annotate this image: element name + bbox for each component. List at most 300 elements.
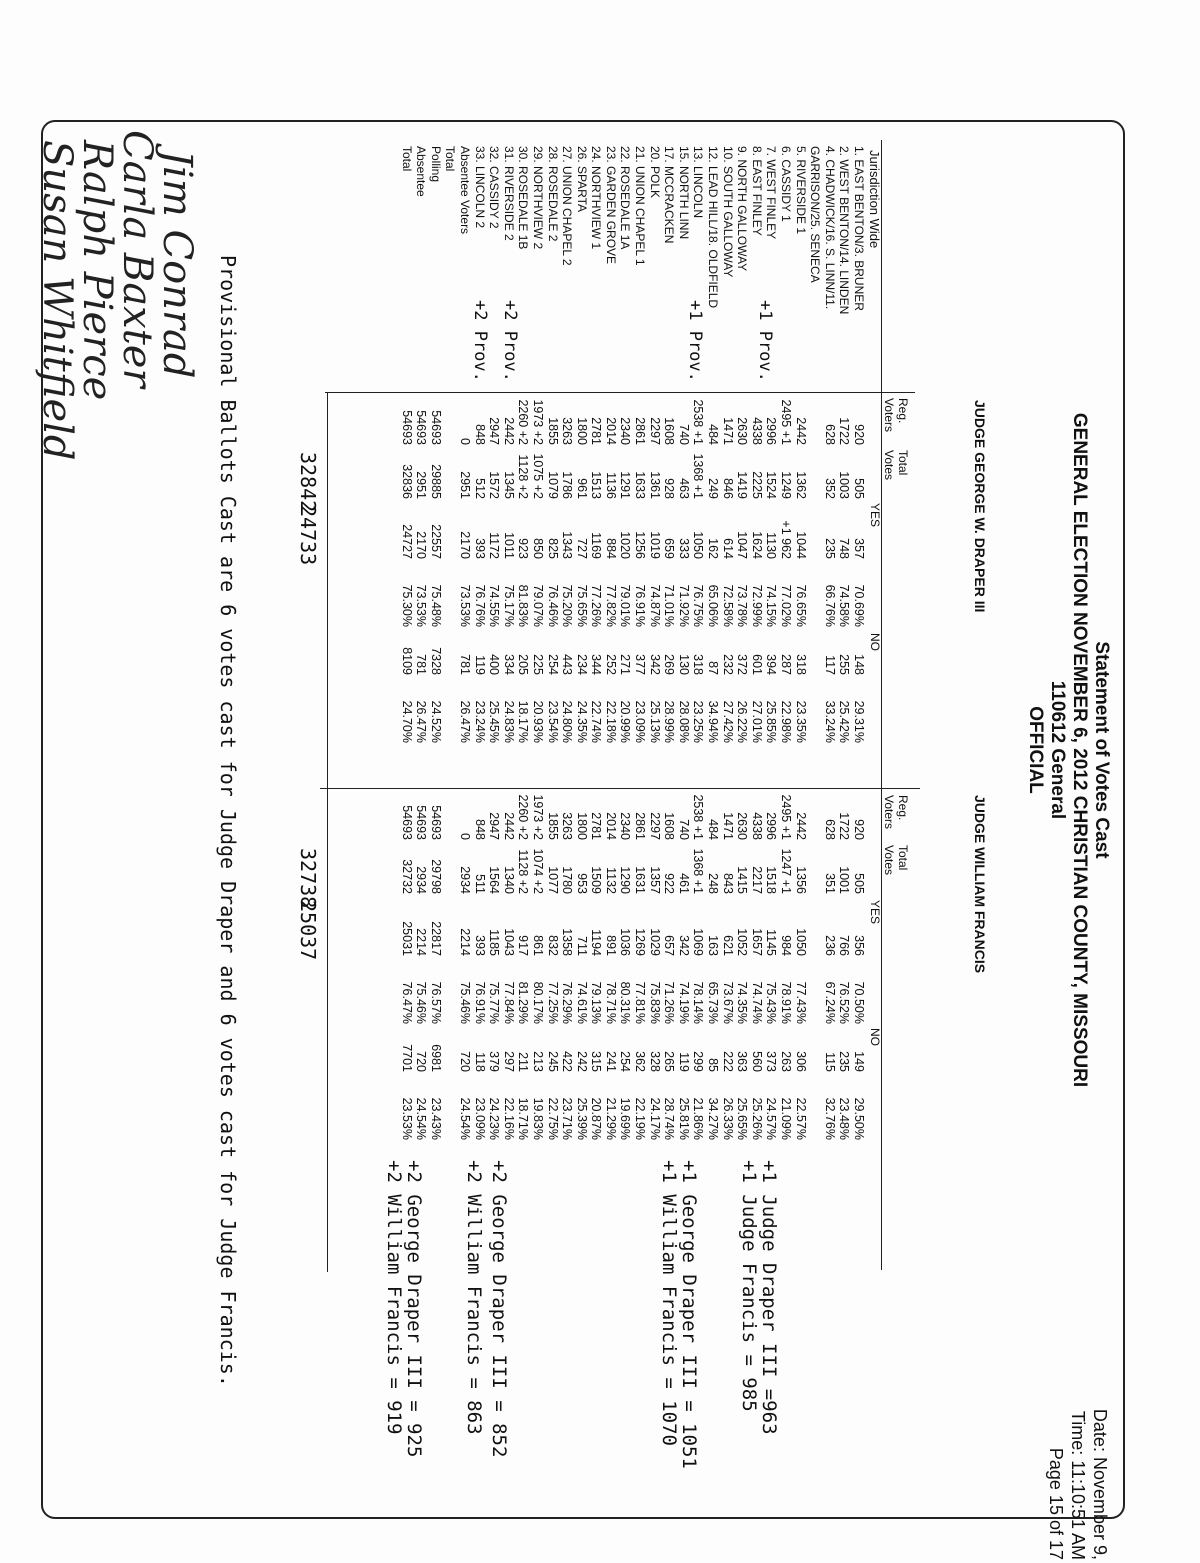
jurisdiction-name: Total [399, 146, 414, 172]
no-percent-cell: 32.76% [822, 1097, 837, 1140]
yes-percent-cell: 73.53% [457, 584, 472, 627]
total-votes-cell [443, 449, 458, 503]
table-row [851, 142, 866, 318]
jurisdiction-name: Polling [428, 146, 443, 183]
yes-count-cell: 1185 [487, 929, 502, 956]
yes-percent-cell: 75.43% [764, 981, 779, 1024]
yes-percent-cell: 79.13% [589, 981, 604, 1024]
jurisdiction-name: 2. WEST BENTON/14. LINDEN [837, 146, 852, 315]
total-votes-cell: 29798 [428, 859, 443, 894]
note-line: +1 Judge Draper III =963 [758, 1160, 780, 1435]
signature: Ralph Pierce [74, 140, 120, 401]
note-line: +2 William Francis = 863 [463, 1160, 485, 1435]
no-count-cell: 328 [647, 1051, 662, 1072]
table-row [457, 395, 472, 747]
reg-voters-cell: 484 [706, 819, 721, 840]
no-percent-cell: 23.54% [545, 700, 560, 743]
table-row [589, 395, 604, 747]
no-count-cell: 8109 [399, 647, 414, 675]
reg-voters-cell: 4338 [749, 812, 764, 840]
table-row [720, 142, 735, 318]
total-votes-cell: 1290 [618, 866, 633, 894]
no-percent-cell: 20.93% [530, 700, 545, 743]
reg-voters-cell: 54693 [399, 805, 414, 840]
yes-percent-cell: 76.76% [472, 584, 487, 627]
column-divider [325, 392, 915, 393]
yes-count-cell: 333 [676, 538, 691, 559]
no-percent-cell: 20.99% [618, 700, 633, 743]
table-row [808, 790, 823, 1144]
table-row [633, 395, 648, 747]
no-percent-cell: 24.80% [560, 700, 575, 743]
total-votes-cell: 2934 [457, 866, 472, 894]
yes-percent-cell: 79.07% [530, 584, 545, 627]
reg-voters-cell: 2781 [589, 812, 604, 840]
col-total-votes-draper: Total Votes [882, 450, 910, 481]
table-row [428, 395, 443, 747]
table-row [516, 142, 531, 318]
jurisdiction-name: 26. SPARTA [574, 146, 589, 213]
yes-percent-cell: 76.91% [633, 584, 648, 627]
col-jurisdiction: Jurisdiction Wide [867, 150, 882, 249]
yes-percent-cell: 74.55% [487, 584, 502, 627]
table-row [822, 790, 837, 1144]
reg-voters-cell: 2340 [618, 812, 633, 840]
yes-count-cell: 884 [603, 538, 618, 559]
no-percent-cell: 21.86% [691, 1097, 706, 1140]
yes-percent-cell: 75.65% [574, 584, 589, 627]
yes-percent-cell: 74.15% [764, 584, 779, 627]
no-count-cell: 720 [457, 1051, 472, 1072]
no-count-cell: 254 [618, 1051, 633, 1072]
yes-percent-cell: 77.25% [545, 981, 560, 1024]
table-row [647, 395, 662, 747]
yes-count-cell: 1358 [560, 928, 575, 956]
total-votes-cell: 463 [676, 478, 691, 499]
table-row [647, 790, 662, 1144]
no-percent-cell: 23.35% [793, 700, 808, 743]
total-votes-cell: 1362 [793, 471, 808, 499]
jurisdiction-name: 24. NORTHVIEW 1 [589, 146, 604, 250]
yes-count-cell: 1043 [501, 928, 516, 956]
total-votes-cell: 1291 [618, 471, 633, 499]
no-percent-cell: 21.09% [779, 1097, 794, 1140]
yes-percent-cell: 78.14% [691, 981, 706, 1024]
table-row [676, 790, 691, 1144]
no-percent-cell: 22.18% [603, 700, 618, 743]
table-row [691, 395, 706, 747]
no-percent-cell: 33.24% [822, 700, 837, 743]
total-votes-cell: 928 [662, 478, 677, 499]
table-row [443, 790, 458, 1144]
prov-mark-rosedale: +2 Prov. [470, 300, 490, 382]
reg-voters-cell: 628 [822, 819, 837, 840]
yes-count-cell: 984 [779, 935, 794, 956]
no-count-cell: 255 [837, 654, 852, 675]
table-row [560, 790, 575, 1144]
no-percent-cell: 23.24% [472, 700, 487, 743]
signature: Carla Baxter [114, 130, 160, 388]
no-count-cell: 394 [764, 654, 779, 675]
jurisdiction-name: 32. CASSIDY 2 [487, 146, 502, 229]
table-row [589, 142, 604, 318]
no-percent-cell: 21.29% [603, 1097, 618, 1140]
table-row [793, 790, 808, 1144]
yes-percent-cell: 65.06% [706, 584, 721, 627]
yes-percent-cell: 76.65% [793, 584, 808, 627]
page-number: Page 15 of 17 [1046, 1447, 1066, 1560]
yes-count-cell: 356 [852, 935, 866, 956]
table-row [618, 142, 633, 318]
jurisdiction-name: 28. ROSEDALE 2 [545, 146, 560, 242]
yes-percent-cell: 73.67% [720, 981, 735, 1024]
reg-voters-cell [808, 790, 823, 844]
reg-voters-cell: 2947 [487, 812, 502, 840]
total-votes-cell: 352 [822, 478, 837, 499]
reg-voters-cell [443, 790, 458, 844]
no-percent-cell: 19.69% [618, 1097, 633, 1140]
table-row [428, 142, 443, 318]
jurisdiction-name: 33. LINCOLN 2 [472, 146, 487, 229]
total-votes-cell [808, 844, 823, 898]
reg-voters-cell: 2495 +1 [779, 399, 794, 445]
yes-count-cell: 1130 [764, 532, 779, 559]
yes-count-cell: 923 [516, 538, 531, 559]
no-percent-cell: 23.43% [428, 1097, 443, 1140]
total-votes-cell: 1368 +1 [691, 848, 706, 894]
yes-count-cell: 25031 [399, 921, 414, 956]
reg-voters-cell: 920 [852, 819, 866, 840]
col-total-votes-francis: Total Votes [882, 845, 910, 876]
no-count-cell: 211 [516, 1052, 531, 1072]
no-percent-cell: 23.09% [472, 1097, 487, 1140]
col-reg-voters-draper: Reg. Voters [882, 398, 910, 433]
total-votes-cell: 1356 [793, 866, 808, 894]
no-count-cell: 7328 [428, 647, 443, 675]
no-count-cell: 342 [647, 654, 662, 675]
total-votes-cell: 2951 [414, 471, 429, 499]
no-count-cell: 234 [574, 654, 589, 675]
table-row [487, 142, 502, 318]
no-count-cell: 148 [852, 654, 866, 675]
table-row [618, 790, 633, 1144]
yes-count-cell: +1 962 [779, 520, 794, 559]
no-count-cell [808, 631, 823, 679]
jurisdiction-name: 23. GARDEN GROVE [603, 146, 618, 265]
jurisdiction-name: 12. LEAD HILL/18. OLDFIELD [706, 146, 721, 309]
reg-voters-cell: 1722 [837, 417, 852, 445]
yes-percent-cell: 77.82% [603, 584, 618, 627]
total-votes-cell: 1415 [735, 866, 750, 894]
yes-percent-cell: 70.69% [852, 584, 866, 627]
yes-percent-cell: 77.84% [501, 981, 516, 1024]
yes-count-cell: 1657 [749, 928, 764, 956]
table-row [545, 395, 560, 747]
yes-count-cell: 657 [662, 935, 677, 956]
note-line: +1 William Francis = 1070 [658, 1160, 680, 1446]
total-rule [327, 392, 328, 1272]
yes-percent-cell [808, 563, 823, 631]
no-percent-cell: 25.85% [764, 700, 779, 743]
no-count-cell: 560 [749, 1051, 764, 1072]
no-count-cell [808, 1028, 823, 1076]
jurisdiction-name: 31. RIVERSIDE 2 [501, 146, 516, 241]
jurisdiction-name: 17. MCCRACKEN [662, 146, 677, 244]
yes-count-cell: 825 [545, 538, 560, 559]
total-votes-cell: 1075 +2 [530, 453, 545, 499]
no-count-cell: 269 [662, 654, 677, 675]
table-row [720, 790, 735, 1144]
total-votes-cell: 1631 [633, 866, 648, 894]
yes-percent-cell: 75.46% [457, 981, 472, 1024]
reg-voters-cell: 2297 [647, 417, 662, 445]
table-row [501, 395, 516, 747]
no-count-cell: 297 [501, 1051, 516, 1072]
no-percent-cell: 18.71% [516, 1097, 531, 1140]
reg-voters-cell: 2996 [764, 417, 779, 445]
table-row [633, 142, 648, 318]
reg-voters-cell: 54693 [428, 805, 443, 840]
table-row [705, 790, 720, 1144]
no-count-cell: 781 [457, 654, 472, 675]
yes-count-cell: 850 [530, 538, 545, 559]
reg-voters-cell: 2781 [589, 417, 604, 445]
jurisdiction-name: 5. RIVERSIDE 1 [793, 146, 808, 235]
yes-percent-cell: 71.26% [662, 981, 677, 1024]
yes-percent-cell: 77.43% [793, 981, 808, 1024]
reg-voters-cell: 1855 [545, 812, 560, 840]
reg-voters-cell: 848 [472, 819, 487, 840]
yes-count-cell: 393 [472, 935, 487, 956]
total-votes-cell: 1518 [764, 866, 779, 894]
jurisdiction-name: 1. EAST BENTON/3. BRUNER [852, 146, 866, 311]
table-row [749, 142, 764, 318]
reg-voters-cell: 1973 +2 [530, 399, 545, 445]
yes-percent-cell: 73.78% [735, 584, 750, 627]
reg-voters-cell: 2442 [501, 812, 516, 840]
table-row [764, 790, 779, 1144]
table-row [472, 395, 487, 747]
no-count-cell [443, 1028, 458, 1076]
yes-count-cell: 711 [574, 936, 589, 956]
no-count-cell: 118 [472, 1052, 487, 1072]
no-percent-cell: 23.09% [633, 700, 648, 743]
table-row [676, 395, 691, 747]
no-percent-cell: 26.47% [457, 700, 472, 743]
col-reg-voters-francis: Reg. Voters [882, 795, 910, 830]
jurisdiction-name: 6. CASSIDY 1 [779, 146, 794, 222]
yes-count-cell: 891 [603, 935, 618, 956]
no-percent-cell: 34.94% [706, 700, 721, 743]
no-percent-cell: 24.52% [428, 700, 443, 743]
reg-voters-cell: 2340 [618, 417, 633, 445]
draper-total-votes-handwritten: 32842 [296, 452, 320, 513]
yes-count-cell: 24727 [399, 524, 414, 559]
no-percent-cell: 25.39% [574, 1097, 589, 1140]
no-count-cell: 263 [779, 1051, 794, 1072]
jurisdiction-name: 29. NORTHVIEW 2 [530, 146, 545, 250]
reg-voters-cell: 920 [852, 424, 866, 445]
yes-count-cell: 748 [837, 538, 852, 559]
no-percent-cell: 25.81% [676, 1097, 691, 1140]
total-votes-cell: 1361 [647, 471, 662, 499]
table-row [749, 790, 764, 1144]
no-count-cell: 119 [472, 655, 487, 675]
no-count-cell: 318 [793, 654, 808, 675]
yes-count-cell: 1044 [793, 531, 808, 559]
no-percent-cell: 22.16% [501, 1097, 516, 1140]
prov-mark-lincoln: +1 Prov. [685, 300, 705, 382]
yes-count-cell: 236 [822, 935, 837, 956]
no-count-cell: 362 [633, 1051, 648, 1072]
no-count-cell: 344 [589, 654, 604, 675]
reg-voters-cell: 1800 [574, 812, 589, 840]
table-row [851, 395, 866, 747]
yes-percent-cell: 75.20% [560, 584, 575, 627]
reg-voters-cell: 1471 [720, 812, 735, 840]
draper-results-table [399, 395, 866, 747]
no-percent-cell: 28.74% [662, 1097, 677, 1140]
no-percent-cell: 34.27% [706, 1097, 721, 1140]
total-votes-cell: 32732 [399, 859, 414, 894]
yes-count-cell: 1047 [735, 531, 750, 559]
yes-count-cell: 22557 [428, 524, 443, 559]
no-percent-cell: 24.17% [647, 1097, 662, 1140]
yes-count-cell: 2214 [414, 928, 429, 956]
reg-voters-cell: 848 [472, 424, 487, 445]
table-row [778, 790, 793, 1144]
jurisdiction-name: 9. NORTH GALLOWAY [735, 146, 750, 272]
total-votes-cell: 1340 [501, 866, 516, 894]
yes-percent-cell: 80.17% [530, 981, 545, 1024]
table-row [589, 790, 604, 1144]
yes-count-cell: 1169 [589, 532, 604, 559]
total-votes-cell: 1509 [589, 866, 604, 894]
no-percent-cell: 28.99% [662, 700, 677, 743]
table-row [837, 790, 852, 1144]
table-row [399, 142, 414, 318]
reg-voters-cell: 4338 [749, 417, 764, 445]
no-count-cell: 265 [662, 1051, 677, 1072]
yes-count-cell: 1624 [749, 531, 764, 559]
yes-percent-cell: 74.58% [837, 584, 852, 627]
no-count-cell: 377 [633, 654, 648, 675]
reg-voters-cell: 2630 [735, 417, 750, 445]
reg-voters-cell: 740 [676, 819, 691, 840]
yes-percent-cell: 77.02% [779, 584, 794, 627]
total-votes-cell: 846 [720, 478, 735, 499]
reg-voters-cell: 2861 [633, 812, 648, 840]
jurisdiction-name: Absentee [414, 146, 429, 197]
yes-percent-cell: 74.74% [749, 981, 764, 1024]
yes-percent-cell: 66.76% [822, 584, 837, 627]
total-votes-cell: 1524 [764, 471, 779, 499]
reg-voters-cell: 2014 [603, 417, 618, 445]
reg-voters-cell: 3263 [560, 417, 575, 445]
no-percent-cell: 22.57% [793, 1097, 808, 1140]
table-row [545, 142, 560, 318]
table-row [618, 395, 633, 747]
yes-percent-cell: 78.91% [779, 981, 794, 1024]
yes-percent-cell: 75.48% [428, 584, 443, 627]
table-row [443, 142, 458, 318]
table-row [603, 142, 618, 318]
reg-voters-cell: 54693 [414, 805, 429, 840]
yes-percent-cell: 73.53% [414, 584, 429, 627]
report-date: Date: November 9, [1090, 1408, 1110, 1560]
table-row [822, 142, 837, 318]
no-percent-cell: 24.70% [399, 700, 414, 743]
no-count-cell: 117 [822, 655, 837, 675]
no-percent-cell: 23.71% [560, 1097, 575, 1140]
no-percent-cell [443, 679, 458, 747]
reg-voters-cell: 1608 [662, 417, 677, 445]
reg-voters-cell: 1722 [837, 812, 852, 840]
total-votes-cell: 248 [706, 873, 721, 894]
yes-percent-cell: 74.35% [735, 981, 750, 1024]
official-label: OFFICIAL [1025, 706, 1046, 794]
yes-percent-cell: 74.19% [676, 981, 691, 1024]
no-percent-cell: 25.42% [837, 700, 852, 743]
table-row [764, 142, 779, 318]
yes-count-cell: 1011 [501, 532, 516, 559]
total-votes-cell: 1128 +2 [516, 454, 531, 499]
draper-yes-handwritten: 24733 [296, 505, 320, 566]
yes-percent-cell: 71.01% [662, 584, 677, 627]
table-row [705, 395, 720, 747]
reg-voters-cell: 2260 +2 [516, 399, 531, 445]
jurisdiction-name: 4. CHADWICK/16. S. LINN/11. [822, 146, 837, 310]
table-row [530, 395, 545, 747]
table-row [443, 395, 458, 747]
yes-count-cell: 162 [706, 538, 721, 559]
total-votes-cell: 249 [706, 478, 721, 499]
total-votes-cell: 1003 [837, 471, 852, 499]
yes-count-cell: 1019 [647, 531, 662, 559]
reg-voters-cell: 3263 [560, 812, 575, 840]
reg-voters-cell: 2260 +2 [516, 794, 531, 840]
table-row [764, 395, 779, 747]
yes-count-cell: 1172 [487, 532, 502, 559]
table-row [647, 142, 662, 318]
table-row [472, 142, 487, 318]
reg-voters-cell: 2297 [647, 812, 662, 840]
table-row [487, 395, 502, 747]
signature: Jim Conrad [154, 150, 200, 379]
table-row [633, 790, 648, 1144]
table-row [560, 395, 575, 747]
no-count-cell: 130 [676, 654, 691, 675]
reg-voters-cell: 2630 [735, 812, 750, 840]
table-row [837, 142, 852, 318]
no-percent-cell: 22.19% [633, 1097, 648, 1140]
table-row [603, 395, 618, 747]
reg-voters-cell [443, 395, 458, 449]
table-row [808, 142, 823, 318]
total-votes-cell: 961 [574, 478, 589, 499]
yes-count-cell: 1052 [735, 928, 750, 956]
no-percent-cell: 26.47% [414, 700, 429, 743]
reg-voters-cell: 2947 [487, 417, 502, 445]
no-percent-cell: 26.22% [735, 700, 750, 743]
total-votes-cell: 2217 [749, 866, 764, 894]
table-row [414, 395, 429, 747]
table-row [691, 142, 706, 318]
total-votes-cell: 1357 [647, 866, 662, 894]
col-yes-draper: YES [868, 503, 882, 528]
total-votes-cell: 843 [720, 873, 735, 894]
no-count-cell: 318 [691, 654, 706, 675]
